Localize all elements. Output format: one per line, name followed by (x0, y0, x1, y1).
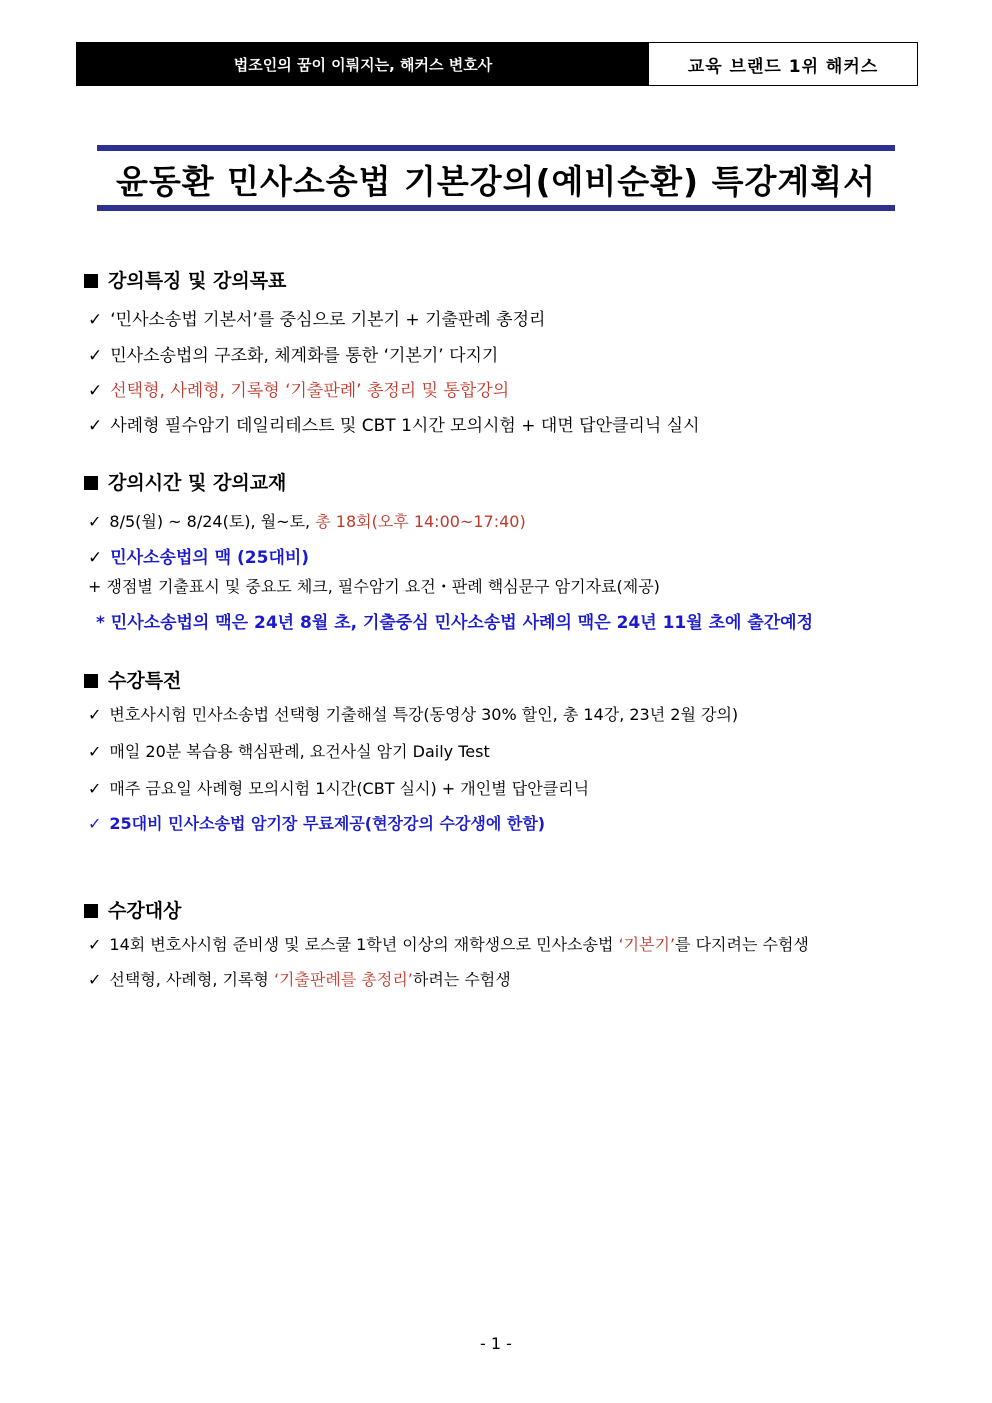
title-top-rule (97, 145, 895, 151)
list-item: ✓ 14회 변호사시험 준비생 및 로스쿨 1학년 이상의 재학생으로 민사소송법 ‘기본기’를 다지려는 수험생 (88, 935, 809, 954)
section-heading-audience: 수강대상 (84, 896, 181, 923)
publication-note: * 민사소송법의 맥은 24년 8월 초, 기출중심 민사소송법 사례의 맥은 24년 11월 초에 출간예정 (96, 613, 814, 633)
check-icon: ✓ (88, 548, 103, 568)
page-header (76, 42, 918, 86)
list-item: ✓ 민사소송법의 구조화, 체계화를 통한 ‘기본기’ 다지기 (88, 346, 499, 366)
section-heading-schedule: 강의시간 및 강의교재 (84, 468, 286, 495)
document-title: 윤동환 민사소송법 기본강의(예비순환) 특강계획서 (115, 162, 877, 201)
list-item: ✓ 매주 금요일 사례형 모의시험 1시간(CBT 실시) + 개인별 답안클리닉 (88, 779, 590, 798)
schedule-line: ✓ 8/5(월) ~ 8/24(토), 월~토, 총 18회(오후 14:00~17:40) (88, 512, 526, 531)
header-slogan: 법조인의 꿈이 이뤄지는, 해커스 변호사 (77, 43, 649, 85)
textbook-extra: + 쟁점별 기출표시 및 중요도 체크, 필수암기 요건・판례 핵심문구 암기자료(제공) (88, 577, 660, 596)
textbook-line: ✓ 민사소송법의 맥 (25대비) (88, 548, 310, 568)
square-bullet-icon (84, 904, 98, 918)
list-item-highlight: ✓ 25대비 민사소송법 암기장 무료제공(현장강의 수강생에 한함) (88, 814, 546, 833)
square-bullet-icon (84, 476, 98, 490)
check-icon: ✓ (88, 779, 102, 798)
list-item: ✓ 변호사시험 민사소송법 선택형 기출해설 특강(동영상 30% 할인, 총 14강, 23년 2월 강의) (88, 705, 739, 724)
check-icon: ✓ (88, 814, 102, 833)
title-bottom-rule (97, 205, 895, 211)
list-item: ✓ 사례형 필수암기 데일리테스트 및 CBT 1시간 모의시험 + 대면 답안클리닉 실시 (88, 416, 700, 436)
check-icon: ✓ (88, 346, 103, 366)
section-heading-benefits: 수강특전 (84, 666, 181, 693)
check-icon: ✓ (88, 416, 103, 436)
list-item-highlight: ✓ 선택형, 사례형, 기록형 ‘기출판례’ 총정리 및 통합강의 (88, 381, 510, 401)
header-brand: 교육 브랜드 1위 해커스 (687, 56, 879, 77)
square-bullet-icon (84, 674, 98, 688)
check-icon: ✓ (88, 935, 102, 954)
square-bullet-icon (84, 274, 98, 288)
section-heading-features: 강의특징 및 강의목표 (84, 266, 286, 293)
list-item: ✓ ‘민사소송법 기본서’를 중심으로 기본기 + 기출판례 총정리 (88, 310, 546, 330)
check-icon: ✓ (88, 705, 102, 724)
check-icon: ✓ (88, 742, 102, 761)
check-icon: ✓ (88, 970, 102, 989)
page-number: - 1 - (480, 1334, 512, 1353)
list-item: ✓ 선택형, 사례형, 기록형 ‘기출판례를 총정리’하려는 수험생 (88, 970, 511, 989)
check-icon: ✓ (88, 381, 103, 401)
check-icon: ✓ (88, 512, 102, 531)
check-icon: ✓ (88, 310, 103, 330)
list-item: ✓ 매일 20분 복습용 핵심판례, 요건사실 암기 Daily Test (88, 742, 490, 761)
